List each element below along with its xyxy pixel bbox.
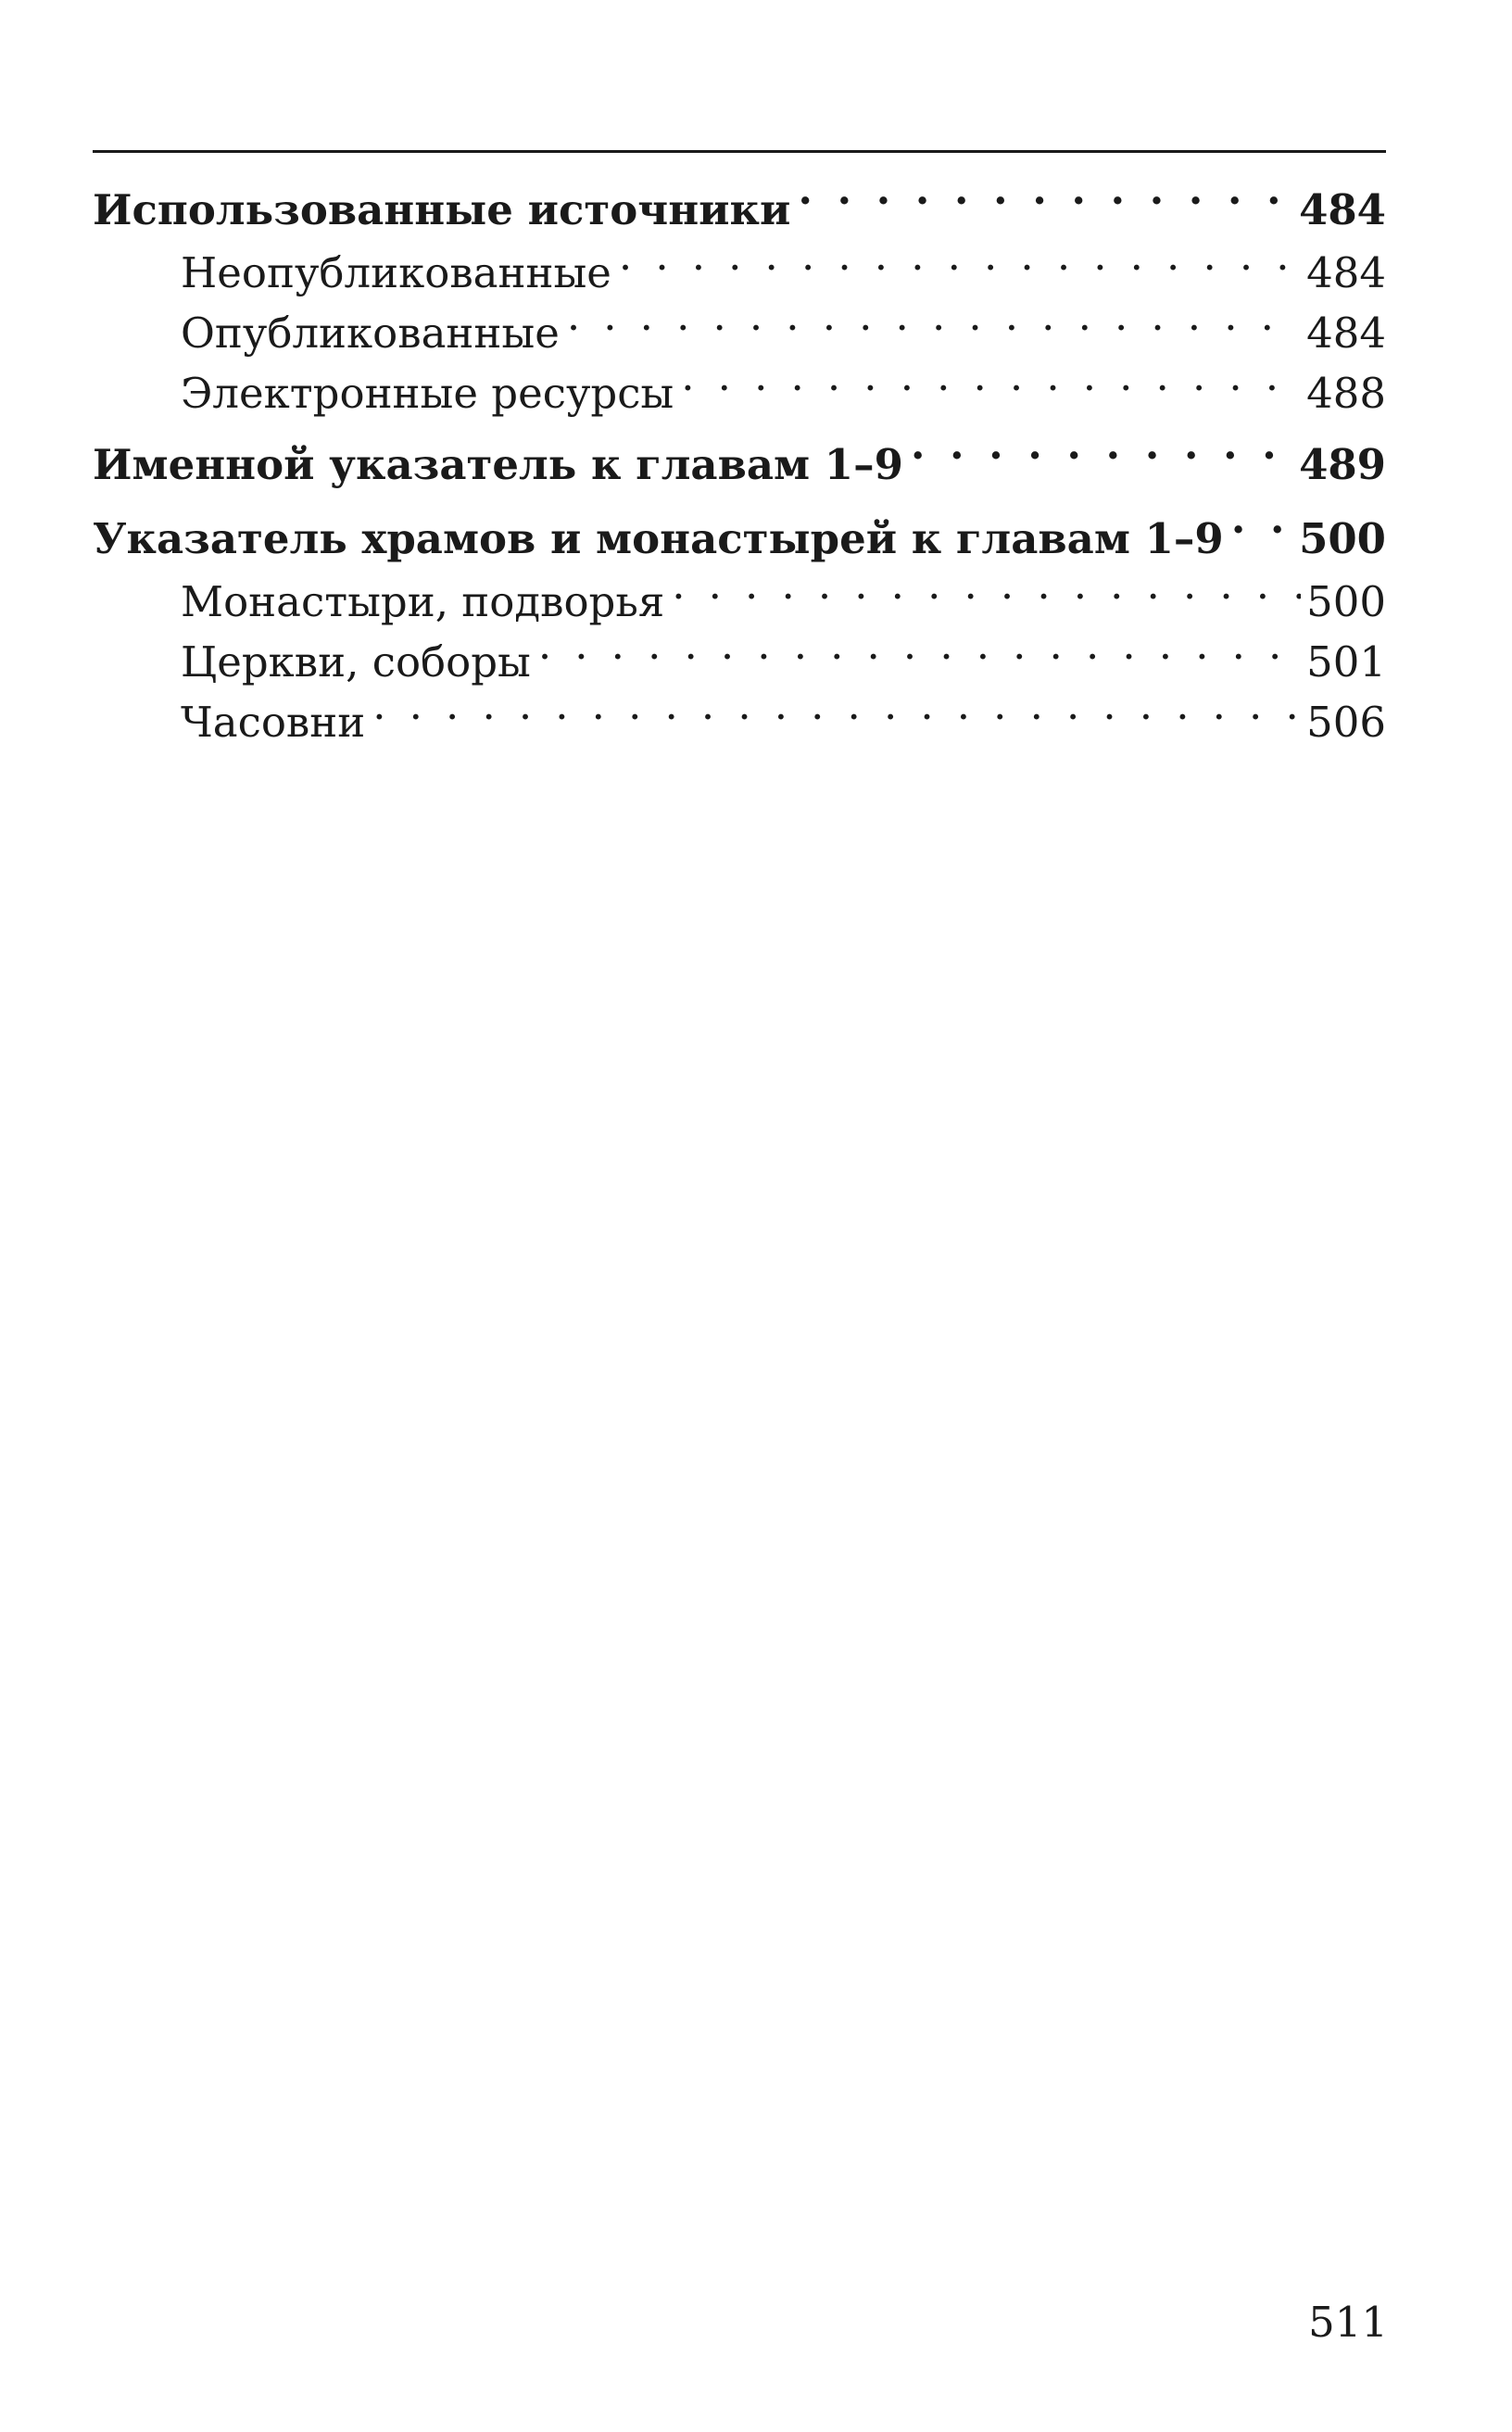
- toc-entry-page: 501: [1306, 637, 1386, 687]
- toc-entry-label: Использованные источники: [93, 185, 791, 234]
- toc-subentry[interactable]: [93, 303, 1386, 363]
- toc-entry-page: 484: [1306, 248, 1386, 297]
- toc-subentry[interactable]: [93, 243, 1386, 303]
- toc-entry-label: Электронные ресурсы: [181, 369, 674, 418]
- page-number: 511: [1308, 2298, 1388, 2347]
- toc-dot-leader: [798, 183, 1293, 224]
- toc-entry[interactable]: [93, 178, 1386, 243]
- toc-entry-page: 500: [1299, 514, 1386, 563]
- toc-entry-page: 484: [1306, 309, 1386, 358]
- toc-entry[interactable]: [93, 507, 1386, 572]
- toc-dot-leader: [672, 574, 1301, 616]
- toc-entry-label: Неопубликованные: [181, 248, 611, 297]
- toc-entry[interactable]: [93, 433, 1386, 498]
- toc-dot-leader: [1231, 511, 1293, 553]
- toc-entry-label: Указатель храмов и монастырей к главам 1–9: [93, 514, 1224, 563]
- toc-entry-page: 488: [1306, 369, 1386, 418]
- toc-entry-label: Именной указатель к главам 1–9: [93, 440, 903, 489]
- toc-dot-leader: [619, 246, 1301, 287]
- toc-entry-label: Опубликованные: [181, 309, 560, 358]
- toc-dot-leader: [567, 306, 1301, 347]
- toc-entry-page: 500: [1306, 577, 1386, 626]
- table-of-contents: [93, 178, 1386, 752]
- toc-subentry[interactable]: [93, 363, 1386, 423]
- toc-subentry[interactable]: [93, 692, 1386, 752]
- toc-entry-page: 506: [1306, 698, 1386, 747]
- toc-entry-page: 489: [1299, 440, 1386, 489]
- toc-subentry[interactable]: [93, 572, 1386, 632]
- toc-entry-label: Монастыри, подворья: [181, 577, 665, 626]
- toc-entry-page: 484: [1299, 185, 1386, 234]
- toc-entry-label: Церкви, соборы: [181, 637, 531, 687]
- toc-dot-leader: [681, 366, 1301, 408]
- toc-dot-leader: [911, 437, 1293, 479]
- toc-dot-leader: [372, 695, 1301, 737]
- toc-subentry[interactable]: [93, 632, 1386, 692]
- toc-entry-label: Часовни: [181, 698, 366, 747]
- toc-dot-leader: [538, 635, 1301, 676]
- top-rule: [93, 150, 1386, 153]
